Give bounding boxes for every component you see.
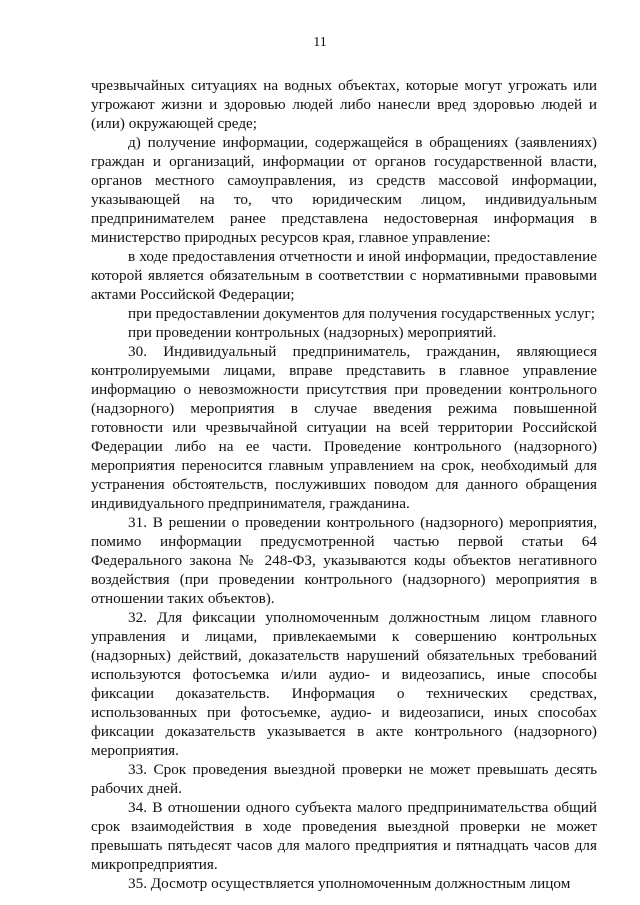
paragraph-continuation: чрезвычайных ситуациях на водных объектах, которые могут угрожать или угрожают жизни и здоровью людей либо нанесли вред здоровью людей и (или) окружающей среде;: [91, 77, 597, 132]
paragraph-item-d: д) получение информации, содержащейся в обращениях (заявлениях) граждан и организаций, информации от органов государственной власти, органов местного самоуправления, из средств массовой информации, указывающей на то, что юридическим лицом, индивидуальным предпринимателем ранее представлена недостоверная информация в министерство природных ресурсов края, главное управление:: [91, 134, 597, 246]
paragraph-reporting: в ходе предоставления отчетности и иной информации, предоставление которой является обязательным в соответствии с нормативными правовыми актами Российской Федерации;: [91, 248, 597, 303]
paragraph-35: 35. Досмотр осуществляется уполномоченным должностным лицом: [128, 875, 571, 892]
paragraph-31: 31. В решении о проведении контрольного (надзорного) мероприятия, помимо информации предусмотренной частью первой статьи 64 Федерального закона № 248-ФЗ, указываются коды объектов негативного воздействия (при проведении контрольного (надзорного) мероприятия в отношении таких объектов).: [91, 514, 597, 607]
paragraph-control-events: при проведении контрольных (надзорных) мероприятий.: [128, 324, 497, 341]
paragraph-34: 34. В отношении одного субъекта малого предпринимательства общий срок взаимодействия в ходе проведения выездной проверки не может превышать пятьдесят часов для малого предприятия и пятнадцать часов для микропредприятия.: [91, 799, 597, 873]
paragraph-32: 32. Для фиксации уполномоченным должностным лицом главного управления и лицами, привлекаемыми к совершению контрольных (надзорных) действий, доказательств нарушений обязательных требований используются фотосъемка и/или аудио- и видеозапись, иные способы фиксации доказательств. Информация о технических средствах, использованных при фотосъемке, аудио- и видеозаписи, иных способах фиксации доказательств указывается в акте контрольного (надзорного) мероприятия.: [91, 609, 597, 759]
paragraph-30: 30. Индивидуальный предприниматель, гражданин, являющиеся контролируемыми лицами, вправе представить в главное управление информацию о невозможности присутствия при проведении контрольного (надзорного) мероприятия в случае введения режима повышенной готовности или чрезвычайной ситуации на всей территории Российской Федерации либо на ее части. Проведение контрольного (надзорного) мероприятия переносится главным управлением на срок, необходимый для устранения обстоятельств, послуживших поводом для данного обращения индивидуального предпринимателя, гражданина.: [91, 343, 597, 512]
document-body: [91, 76, 597, 893]
paragraph-services: при предоставлении документов для получения государственных услуг;: [128, 305, 596, 322]
paragraph-33: 33. Срок проведения выездной проверки не может превышать десять рабочих дней.: [91, 761, 597, 797]
page-number: 11: [313, 35, 327, 50]
